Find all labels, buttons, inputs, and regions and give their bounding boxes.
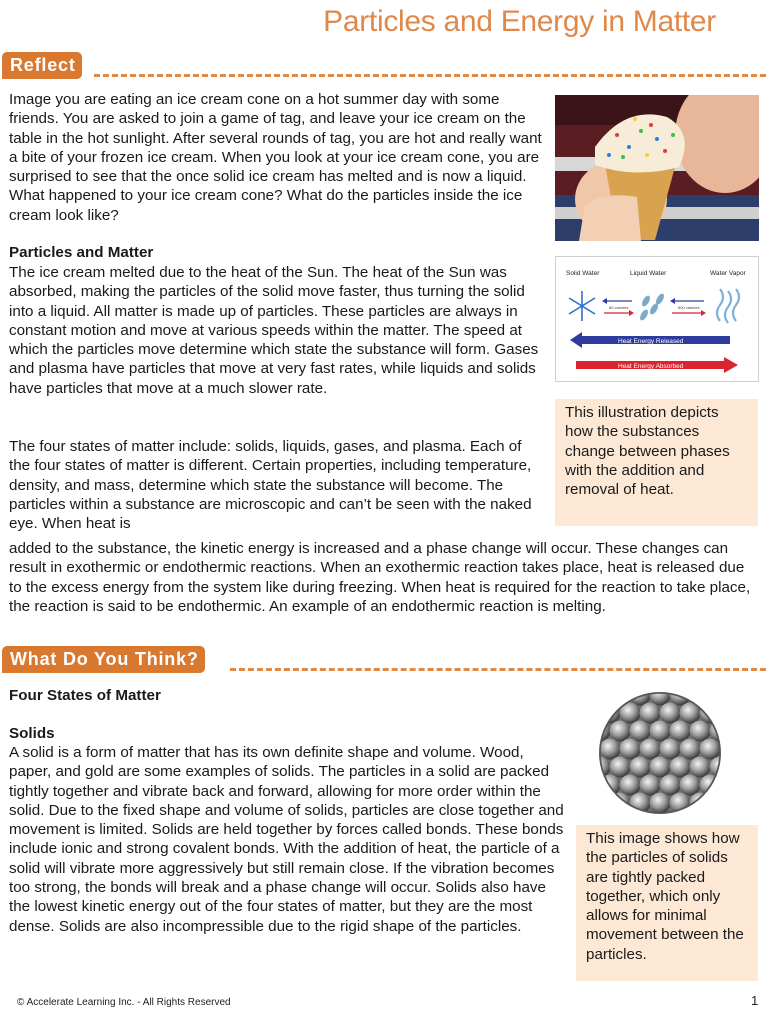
particle-sphere: [710, 793, 723, 814]
particle-sphere: [690, 757, 711, 778]
particle-sphere: [650, 793, 671, 814]
particle-sphere: [660, 703, 681, 724]
particle-sphere: [610, 721, 631, 742]
particle-sphere: [690, 721, 711, 742]
particle-sphere: [598, 691, 611, 706]
particle-sphere: [680, 775, 701, 796]
page-number: 1: [751, 993, 759, 1008]
particle-sphere: [610, 757, 631, 778]
page-title: Particles and Energy in Matter: [323, 5, 716, 38]
snowflake-icon: [569, 291, 595, 321]
particle-sphere: [660, 775, 681, 796]
solids-caption: This image shows how the particles of solids are tightly packed together, which only allows for minimal movement between the particles.: [576, 825, 758, 981]
particle-sphere: [600, 739, 621, 760]
particle-sphere: [680, 739, 701, 760]
particle-sphere: [640, 739, 661, 760]
particle-sphere: [720, 775, 723, 796]
particle-sphere: [630, 721, 651, 742]
phase-change-diagram: [555, 256, 759, 382]
particle-sphere: [720, 703, 723, 724]
reflect-section-tab: Reflect: [2, 52, 82, 79]
particle-sphere: [640, 775, 661, 796]
states-paragraph-part1: The four states of matter include: solids, liquids, gases, and plasma. Each of the four states of matter is different. Certain properties, including temperature, density, and mass, determine which state the substance will become. The particles within a substance are microscopic and can’t be seen with the naked eye. When heat is: [9, 438, 532, 533]
heat-absorbed-label: Heat Energy Absorbed: [618, 363, 684, 370]
particle-sphere: [700, 739, 721, 760]
diagram-calories-600: 600 calories: [678, 305, 700, 310]
solid-particles-image: [598, 691, 722, 815]
particle-sphere: [620, 739, 641, 760]
four-states-heading: Four States of Matter: [9, 687, 161, 704]
diagram-label-solid: Solid Water: [566, 270, 600, 277]
particle-sphere: [630, 757, 651, 778]
diagram-calories-80: 80 calories: [609, 305, 629, 310]
particles-and-matter-paragraph: The ice cream melted due to the heat of the Sun. The heat of the Sun was absorbed, making the particles of the solid move faster, thus turning the solid into a liquid. All matter is made up of particles. These particles are always in constant motion and move at various speeds within the matter. The speed at which the particles move determine which state the substance will form. Gases and plasma have particles that move at very fast rates, while liquids and solids have particles that move at a much slower rate.: [9, 264, 539, 397]
ice-cream-photo: [555, 95, 759, 241]
what-do-you-think-section-tab: What Do You Think?: [2, 646, 205, 673]
solids-heading: Solids: [9, 725, 55, 742]
section-divider: [94, 74, 766, 77]
states-paragraph-part2: added to the substance, the kinetic energy is increased and a phase change will occur. These changes can result in exothermic or endothermic reactions. When an exothermic reaction takes place, heat is released due to the excess energy from the system like during freezing. When heat is required for the reaction to take place, the reaction is said to be endothermic. An example of an endothermic reaction is melting.: [9, 540, 751, 615]
heat-released-label: Heat Energy Released: [618, 338, 684, 345]
particle-sphere: [670, 757, 691, 778]
particle-sphere: [620, 775, 641, 796]
diagram-label-liquid: Liquid Water: [630, 270, 667, 277]
water-droplets-icon: [638, 292, 665, 321]
particle-sphere: [640, 703, 661, 724]
reflect-intro-paragraph: Image you are eating an ice cream cone on a hot summer day with some friends. You are asked to join a game of tag, and leave your ice cream on the table in the hot sunlight. After several rounds of tag, you are hot and really want a bite of your frozen ice cream. When you look at your ice cream cone, you are surprised to see that the once solid ice cream has melted and is now a liquid. What happened to your ice cream cone? What do the particles inside the ice cream look like?: [9, 91, 542, 224]
particle-sphere: [670, 721, 691, 742]
particle-sphere: [650, 721, 671, 742]
particle-sphere: [710, 691, 723, 706]
diagram-label-vapor: Water Vapor: [710, 270, 746, 277]
particles-and-matter-heading: Particles and Matter: [9, 244, 154, 261]
vapor-icon: [717, 289, 739, 323]
particle-sphere: [598, 793, 611, 814]
diagram-caption: This illustration depicts how the substances change between phases with the addition and removal of heat.: [555, 399, 758, 526]
particle-sphere: [660, 739, 681, 760]
particle-sphere: [650, 757, 671, 778]
solids-paragraph: A solid is a form of matter that has its own definite shape and volume. Wood, paper, and gold are some examples of solids. The particles in a solid are packed tightly together and vibrate back and forward, allowing for more order within the solid. Due to the fixed shape and volume of solids, particles are close together and movement is limited. Solids are held together by forces called bonds. These bonds include ionic and strong covalent bonds. With the addition of heat, the particle of a solid will vibrate more aggressively but still remain close. If the vibration becomes too strong, the bonds will break and a phase change will occur. Solids also have the lowest kinetic energy out of the four states of matter, but they are the most dense. Solids are also incompressible due to the rigid shape of the particles.: [9, 744, 564, 935]
copyright-footer: © Accelerate Learning Inc. - All Rights Reserved: [17, 997, 231, 1008]
section-divider: [230, 668, 766, 671]
